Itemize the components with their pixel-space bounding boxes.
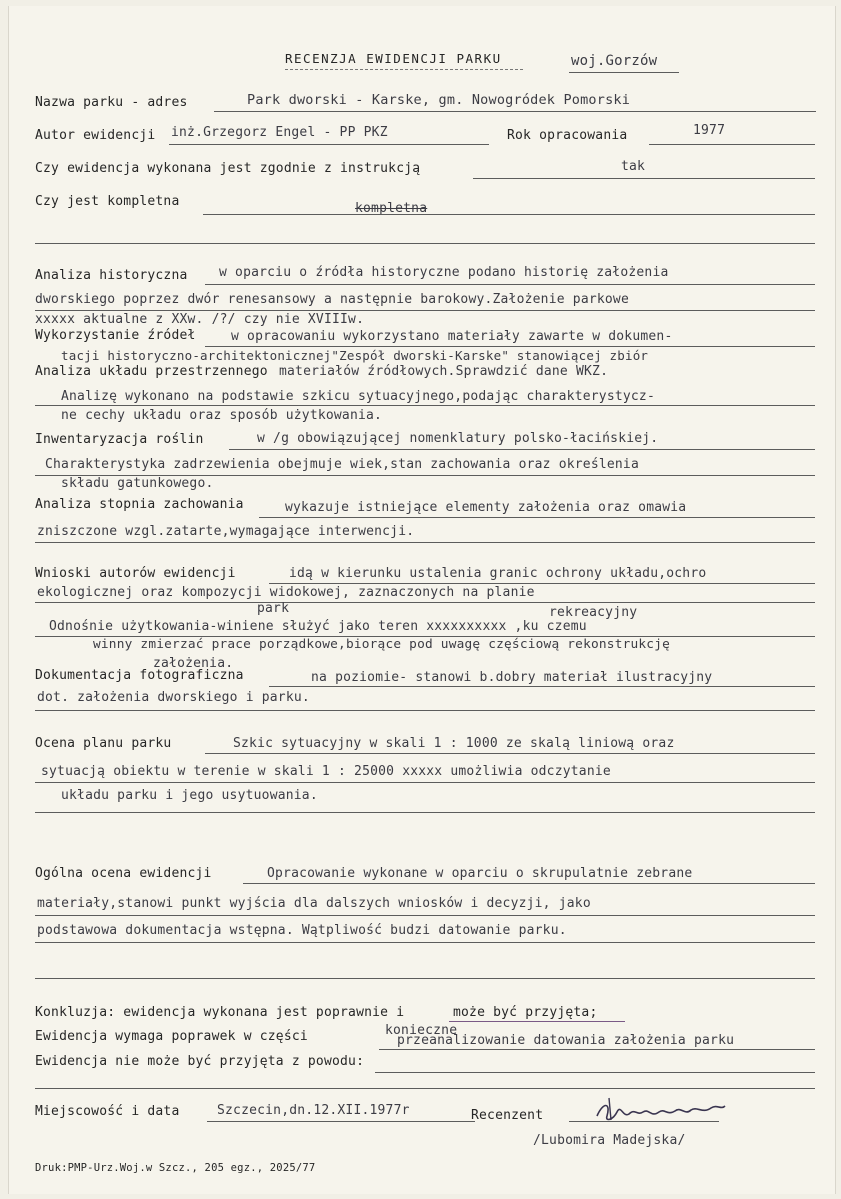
spatial-inline: materiałów źródłowych.Sprawdzić dane WKZ. (279, 364, 609, 379)
preservation-value: wykazuje istniejące elementy założenia oraz omawia (285, 500, 687, 515)
conclusions-value: idą w kierunku ustalenia granic ochrony układu,ochro (289, 566, 707, 581)
region-value: woj.Gorzów (571, 53, 658, 69)
preservation-line-2: zniszczone wzgl.zatarte,wymagające interwencji. (37, 524, 415, 539)
overall-line-3: podstawowa dokumentacja wstępna. Wątpliwość budzi datowanie parku. (37, 923, 567, 938)
compliance-label: Czy ewidencja wykonana jest zgodnie z instrukcją (35, 161, 421, 176)
spatial-line-2: ne cechy układu oraz sposób użytkowania. (61, 408, 383, 423)
plants-value: w /g obowiązującej nomenklatury polsko-łacińskiej. (257, 431, 659, 446)
accepted-underline (449, 1021, 625, 1022)
conclusion-line-2-insert: konieczne (385, 1023, 458, 1038)
plants-label: Inwentaryzacja roślin (35, 432, 204, 447)
park-name-value: Park dworski - Karske, gm. Nowogródek Pomorski (247, 92, 631, 108)
plan-value: Szkic sytuacyjny w skali 1 : 1000 ze skalą liniową oraz (233, 736, 675, 751)
historical-line-1: w oparciu o źródła historyczne podano historię założenia (219, 265, 669, 280)
sources-line-1: w opracowaniu wykorzystano materiały zawarte w dokumen- (231, 329, 673, 344)
sources-line-2: tacji historyczno-architektonicznej"Zespół dworski-Karske" stanowiącej zbiór (61, 348, 649, 363)
form-title: RECENZJA EWIDENCJI PARKU (285, 51, 502, 66)
place-date-label: Miejscowość i data (35, 1104, 180, 1119)
year-value: 1977 (693, 123, 726, 138)
conclusions-line-5: winny zmierzać prace porządkowe,biorące pod uwagę częściową rekonstrukcję (93, 637, 671, 652)
overall-label: Ogólna ocena ewidencji (35, 866, 212, 881)
region-underline (569, 72, 679, 73)
author-label: Autor ewidencji (35, 128, 156, 143)
conclusions-label: Wnioski autorów ewidencji (35, 566, 236, 581)
historical-line-3: xxxxx aktualne z XXw. /?/ czy nie XVIIIw. (35, 312, 365, 327)
conclusion-choice-accepted: może być przyjęta; (453, 1005, 598, 1020)
conclusion-line-3-label: Ewidencja nie może być przyjęta z powodu: (35, 1054, 365, 1069)
conclusions-line-3: park (257, 601, 290, 616)
compliance-value: tak (621, 159, 646, 174)
print-note: Druk:PMP-Urz.Woj.w Szcz., 205 egz., 2025/77 (35, 1162, 316, 1174)
title-underline (285, 69, 523, 70)
historical-line-2: dworskiego poprzez dwór renesansowy a następnie barokowy.Założenie parkowe (35, 292, 629, 307)
complete-label: Czy jest kompletna (35, 194, 180, 209)
photo-label: Dokumentacja fotograficzna (35, 668, 244, 683)
plan-label: Ocena planu parku (35, 736, 172, 751)
conclusion-line-2-label: Ewidencja wymaga poprawek w części (35, 1029, 308, 1044)
conclusion-line-2-value: przeanalizowanie datowania założenia parku (397, 1033, 735, 1048)
spatial-label: Analiza układu przestrzennego (35, 364, 268, 379)
year-label: Rok opracowania (507, 128, 628, 143)
overall-line-2: materiały,stanowi punkt wyjścia dla dalszych wniosków i decyzji, jako (37, 896, 591, 911)
sources-label: Wykorzystanie źródeł (35, 328, 196, 343)
photo-line-2: dot. założenia dworskiego i parku. (37, 690, 310, 705)
park-name-label: Nazwa parku - adres (35, 95, 188, 110)
reviewer-signature (591, 1094, 731, 1128)
historical-label: Analiza historyczna (35, 268, 188, 283)
plan-line-2: sytuacją obiektu w terenie w skali 1 : 25000 xxxxx umożliwia odczytanie (41, 764, 611, 779)
spatial-line-1: Analizę wykonano na podstawie szkicu sytuacyjnego,podając charakterystycz- (61, 389, 655, 404)
reviewer-label: Recenzent (471, 1108, 544, 1123)
complete-value: kompletna (355, 201, 428, 216)
photo-value: na poziomie- stanowi b.dobry materiał ilustracyjny (311, 670, 713, 685)
conclusions-line-3b: rekreacyjny (549, 605, 638, 620)
conclusion-line-1: Konkluzja: ewidencja wykonana jest poprawnie i (35, 1005, 405, 1020)
preservation-label: Analiza stopnia zachowania (35, 497, 244, 512)
review-form-page (8, 6, 836, 1194)
conclusions-line-4: Odnośnie użytkowania-winiene służyć jako teren xxxxxxxxxx ,ku czemu (49, 619, 587, 634)
plan-line-3: układu parku i jego usytuowania. (61, 788, 318, 803)
plants-line-1: Charakterystyka zadrzewienia obejmuje wiek,stan zachowania oraz określenia (45, 457, 639, 472)
reviewer-name: /Lubomira Madejska/ (533, 1133, 686, 1148)
conclusions-line-2: ekologicznej oraz kompozycji widokowej, zaznaczonych na planie (37, 585, 535, 600)
overall-value: Opracowanie wykonane w oparciu o skrupulatnie zebrane (267, 866, 693, 881)
plants-line-2: składu gatunkowego. (61, 476, 214, 491)
place-date-value: Szczecin,dn.12.XII.1977r (217, 1103, 410, 1118)
author-value: inż.Grzegorz Engel - PP PKZ (171, 125, 388, 140)
conclusions-line-6: założenia. (153, 656, 234, 671)
